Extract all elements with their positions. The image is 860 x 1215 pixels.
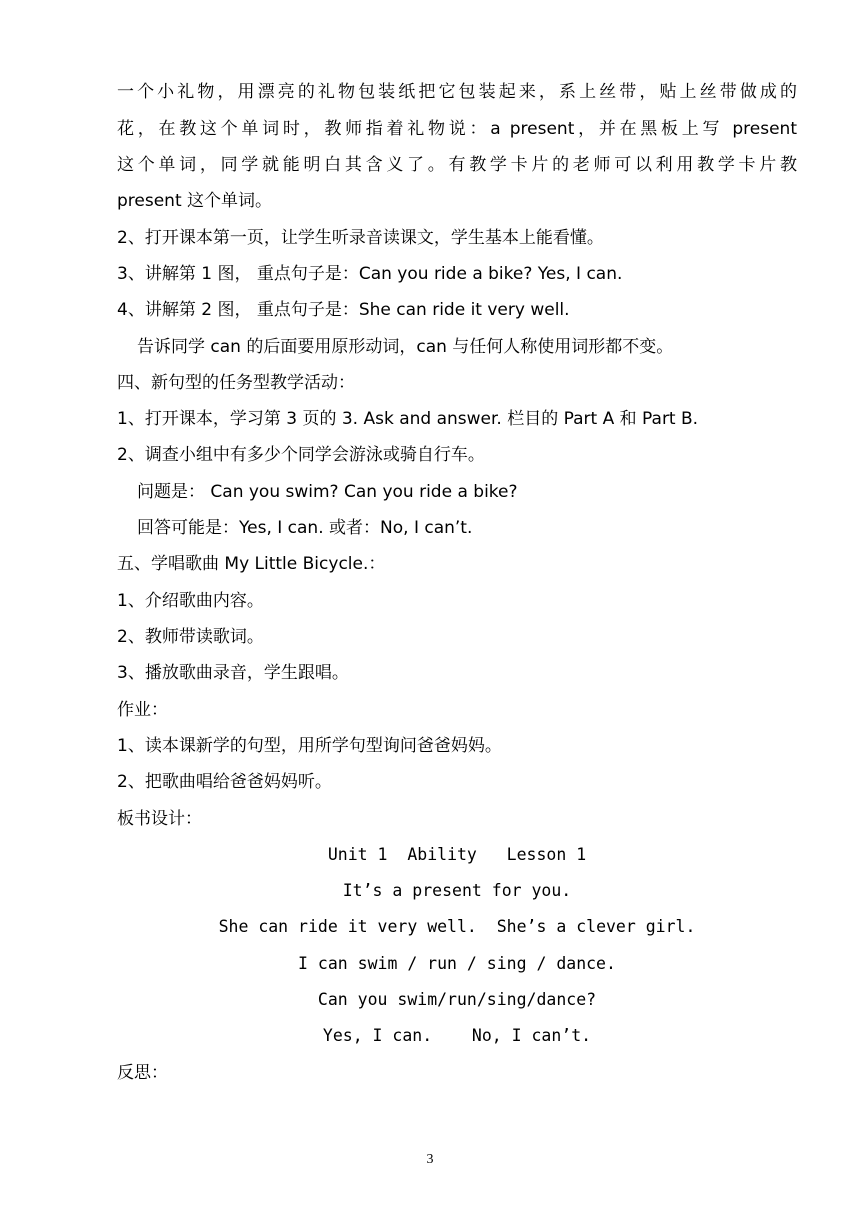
homework-item-1: 1、读本课新学的句型，用所学句型询问爸爸妈妈。 bbox=[117, 736, 502, 756]
step-3: 3、讲解第 1 图， 重点句子是：Can you ride a bike? Yes, I can. bbox=[117, 264, 623, 284]
step-4: 4、讲解第 2 图， 重点句子是：She can ride it very well. bbox=[117, 300, 570, 320]
section-5-item-2: 2、教师带读歌词。 bbox=[117, 627, 264, 647]
board-heading: 板书设计： bbox=[117, 809, 202, 829]
board-line-6: Yes, I can. No, I can’t. bbox=[322, 1026, 592, 1045]
board-line-3: She can ride it very well. She’s a clever girl. bbox=[218, 917, 696, 936]
homework-heading: 作业： bbox=[117, 700, 168, 720]
intro-line-1: 一个小礼物，用漂亮的礼物包装纸把它包装起来，系上丝带，贴上丝带做成的 bbox=[117, 82, 797, 102]
board-line-4: I can swim / run / sing / dance. bbox=[298, 954, 616, 973]
board-line-2: It’s a present for you. bbox=[342, 881, 572, 900]
board-line-1: Unit 1 Ability Lesson 1 bbox=[327, 845, 587, 864]
survey-answer: 回答可能是：Yes, I can. 或者：No, I can’t. bbox=[137, 518, 473, 538]
grammar-note: 告诉同学 can 的后面要用原形动词，can 与任何人称使用词形都不变。 bbox=[137, 337, 674, 357]
intro-line-4: present 这个单词。 bbox=[117, 191, 273, 211]
section-4-heading: 四、新句型的任务型教学活动： bbox=[117, 373, 355, 393]
intro-line-2: 花，在教这个单词时，教师指着礼物说：a present，并在黑板上写 present bbox=[117, 119, 797, 139]
section-4-item-2: 2、调查小组中有多少个同学会游泳或骑自行车。 bbox=[117, 445, 485, 465]
section-5-heading: 五、学唱歌曲 My Little Bicycle.： bbox=[117, 554, 386, 574]
survey-question: 问题是： Can you swim? Can you ride a bike? bbox=[137, 482, 518, 502]
homework-item-2: 2、把歌曲唱给爸爸妈妈听。 bbox=[117, 772, 332, 792]
page-number: 3 bbox=[426, 1152, 434, 1167]
section-5-item-3: 3、播放歌曲录音，学生跟唱。 bbox=[117, 663, 349, 683]
step-2: 2、打开课本第一页，让学生听录音读课文，学生基本上能看懂。 bbox=[117, 228, 604, 248]
board-line-5: Can you swim/run/sing/dance? bbox=[317, 990, 597, 1009]
reflection-heading: 反思： bbox=[117, 1063, 168, 1083]
section-4-item-1: 1、打开课本，学习第 3 页的 3. Ask and answer. 栏目的 Part A 和 Part B. bbox=[117, 409, 699, 429]
intro-line-3: 这个单词，同学就能明白其含义了。有教学卡片的老师可以利用教学卡片教 bbox=[117, 155, 797, 175]
section-5-item-1: 1、介绍歌曲内容。 bbox=[117, 591, 264, 611]
